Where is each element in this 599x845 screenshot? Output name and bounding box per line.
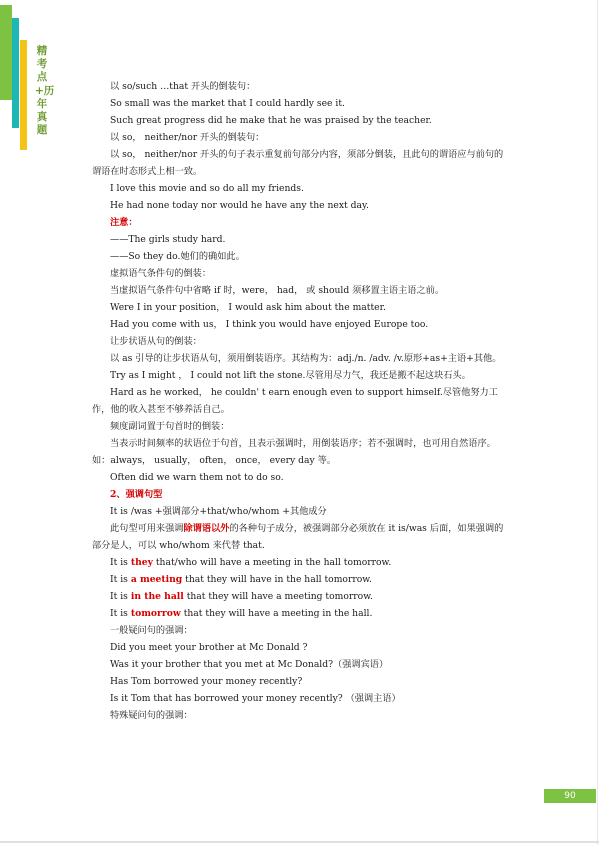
example-line: Is it Tom that has borrowed your money recently? （强调主语） — [110, 693, 401, 704]
example-line: ——The girls study hard. — [110, 234, 226, 245]
example-line — [92, 605, 510, 622]
example-line: Often did we warn them not to do so. — [110, 472, 284, 483]
rule-text: 的各种句子成分，被强调部分必须放在 it is/was 后面，如果强调的部分是人，可以 who/whom 来代替 that. — [92, 523, 504, 551]
right-page-edge — [597, 0, 598, 845]
rule-paragraph — [92, 520, 510, 554]
rule-paragraph: 以 as 引导的让步状语从句，须用倒装语序。其结构为：adj./n. /adv. /v.原形+as+主语+其他。 — [110, 353, 502, 364]
formula-line: It is /was +强调部分+that/who/whom +其他成分 — [110, 506, 327, 517]
decorative-teal-bar — [12, 18, 19, 128]
side-section-title: 精考点+历年真题 — [35, 45, 55, 137]
emphasis-text: 除谓语以外 — [183, 523, 230, 534]
example-text: that they will have a meeting in the hall. — [180, 608, 373, 619]
page-content — [92, 78, 510, 724]
section-heading-emphatic: 2、强调句型 — [110, 489, 163, 500]
heading-so-neither-inversion: 以 so， neither/nor 开头的倒装句： — [110, 132, 265, 143]
example-line — [92, 588, 510, 605]
heading-subjunctive-inversion: 虚拟语气条件句的倒装： — [110, 268, 212, 279]
example-text: that they will have a meeting tomorrow. — [183, 591, 373, 602]
emphasis-text: in the hall — [130, 591, 184, 602]
example-line: Such great progress did he make that he was praised by the teacher. — [110, 115, 432, 126]
rule-paragraph: 以 so， neither/nor 开头的句子表示重复前句部分内容，须部分倒装，且此句的谓语应与前句的谓语在时态形式上相一致。 — [92, 149, 504, 177]
heading-so-such-inversion: 以 so/such …that 开头的倒装句： — [110, 81, 256, 92]
example-line: I love this movie and so do all my friends. — [110, 183, 304, 194]
example-line: So small was the market that I could hardly see it. — [110, 98, 345, 109]
example-paragraph: Hard as he worked， he couldn' t earn enough even to support himself.尽管他努力工作，他的收入甚至不够养活自己。 — [92, 387, 498, 415]
example-line — [92, 554, 510, 571]
example-line — [92, 571, 510, 588]
example-text: It is — [110, 574, 131, 585]
example-line: ——So they do.她们的确如此。 — [110, 251, 245, 262]
emphasis-text: a meeting — [130, 574, 183, 585]
emphasis-text: they — [130, 557, 153, 568]
rule-text: 此句型可用来强调 — [110, 523, 184, 534]
example-line: Has Tom borrowed your money recently? — [110, 676, 303, 687]
example-line: Did you meet your brother at Mc Donald ? — [110, 642, 308, 653]
example-line: He had none today nor would he have any the next day. — [110, 200, 369, 211]
example-text: It is — [110, 557, 131, 568]
heading-frequency-adverb-inversion: 频度副词置于句首时的倒装： — [110, 421, 230, 432]
decorative-green-bar — [0, 5, 12, 100]
example-text: that/who will have a meeting in the hall tomorrow. — [152, 557, 392, 568]
decorative-yellow-bar — [20, 40, 27, 150]
example-text: It is — [110, 591, 131, 602]
note-label: 注意： — [110, 217, 138, 228]
example-paragraph: Try as I might ， I could not lift the stone.尽管用尽力气，我还是搬不起这块石头。 — [110, 370, 471, 381]
emphasis-text: tomorrow — [130, 608, 181, 619]
heading-special-question-emphasis: 特殊疑问句的强调： — [110, 710, 193, 721]
page-number: 90 — [544, 789, 596, 803]
example-line: Had you come with us， I think you would have enjoyed Europe too. — [110, 319, 429, 330]
bottom-divider — [0, 841, 599, 843]
example-text: that they will have in the hall tomorrow. — [182, 574, 372, 585]
heading-concessive-inversion: 让步状语从句的倒装： — [110, 336, 202, 347]
example-line: Was it your brother that you met at Mc Donald?（强调宾语） — [110, 659, 389, 670]
rule-paragraph: 当表示时间频率的状语位于句首，且表示强调时，用倒装语序；若不强调时，也可用自然语序。如：always， usually， often， once， every day 等。 — [92, 438, 496, 466]
example-line: Were I in your position， I would ask him about the matter. — [110, 302, 386, 313]
heading-general-question-emphasis: 一般疑问句的强调： — [110, 625, 193, 636]
example-text: It is — [110, 608, 131, 619]
rule-line: 当虚拟语气条件句中省略 if 时，were， had， 或 should 须移置主语主语之前。 — [110, 285, 445, 296]
